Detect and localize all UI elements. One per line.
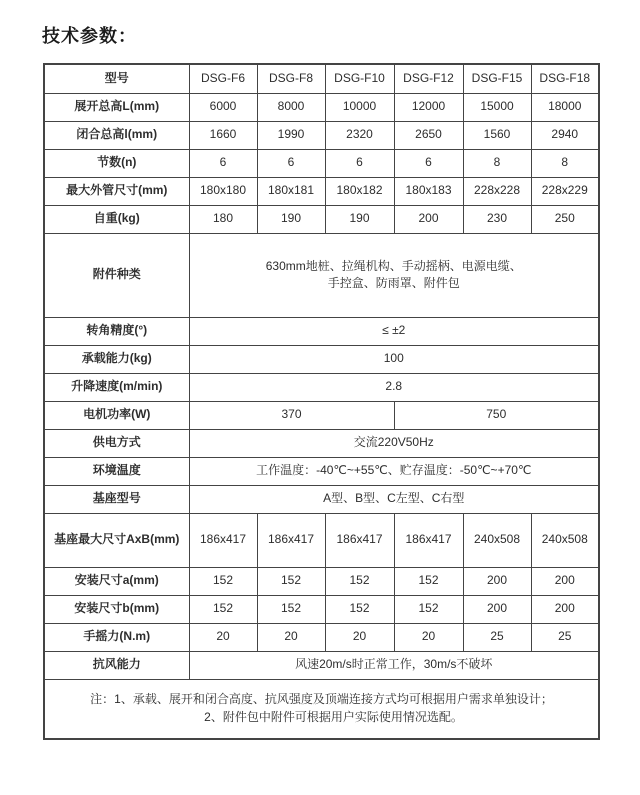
row-label-model: 型号 (44, 64, 189, 93)
row-label: 闭合总高l(mm) (44, 121, 189, 149)
row-label: 手摇力(N.m) (44, 623, 189, 651)
cell-value: 180x183 (394, 177, 463, 205)
cell-value: 180x181 (257, 177, 325, 205)
row-label: 安装尺寸b(mm) (44, 595, 189, 623)
cell-value: 180x182 (325, 177, 394, 205)
cell-value-span: 2.8 (189, 373, 599, 401)
cell-value: 200 (394, 205, 463, 233)
cell-value: 190 (325, 205, 394, 233)
spec-row (44, 485, 599, 513)
spec-row (44, 345, 599, 373)
spec-row (44, 177, 599, 205)
spec-row (44, 651, 599, 679)
cell-value: 152 (325, 595, 394, 623)
cell-value: 6 (394, 149, 463, 177)
cell-value: 228x229 (531, 177, 599, 205)
cell-value-span: A型、B型、C左型、C右型 (189, 485, 599, 513)
cell-value-span: ≤ ±2 (189, 317, 599, 345)
cell-value: 200 (531, 567, 599, 595)
cell-value: 152 (257, 567, 325, 595)
cell-value: 25 (531, 623, 599, 651)
spec-row (44, 373, 599, 401)
spec-row (44, 429, 599, 457)
cell-value: 186x417 (257, 513, 325, 567)
model-name: DSG-F15 (463, 64, 531, 93)
cell-value-half: 750 (394, 401, 599, 429)
cell-value: 8 (531, 149, 599, 177)
cell-value-span: 工作温度：-40℃~+55℃、贮存温度：-50℃~+70℃ (189, 457, 599, 485)
cell-value: 20 (325, 623, 394, 651)
cell-value: 6 (257, 149, 325, 177)
cell-value: 2940 (531, 121, 599, 149)
cell-value: 190 (257, 205, 325, 233)
note-line-1: 注：1、承载、展开和闭合高度、抗风强度及顶端连接方式均可根据用户需求单独设计； (90, 692, 553, 707)
spec-row (44, 623, 599, 651)
cell-value: 2650 (394, 121, 463, 149)
spec-row (44, 567, 599, 595)
cell-value: 2320 (325, 121, 394, 149)
cell-value-span: 风速20m/s时正常工作，30m/s不破坏 (189, 651, 599, 679)
row-label: 节数(n) (44, 149, 189, 177)
row-label: 升降速度(m/min) (44, 373, 189, 401)
spec-row (44, 401, 599, 429)
cell-value: 20 (394, 623, 463, 651)
model-name: DSG-F10 (325, 64, 394, 93)
cell-value: 6000 (189, 93, 257, 121)
row-label: 基座型号 (44, 485, 189, 513)
cell-value: 186x417 (325, 513, 394, 567)
model-name: DSG-F6 (189, 64, 257, 93)
row-label: 附件种类 (44, 233, 189, 317)
spec-row (44, 149, 599, 177)
row-label: 电机功率(W) (44, 401, 189, 429)
cell-value: 200 (531, 595, 599, 623)
cell-value: 8000 (257, 93, 325, 121)
cell-value: 1660 (189, 121, 257, 149)
cell-value: 8 (463, 149, 531, 177)
row-label: 安装尺寸a(mm) (44, 567, 189, 595)
spec-row (44, 595, 599, 623)
cell-value: 152 (325, 567, 394, 595)
spec-row (44, 317, 599, 345)
row-label: 转角精度(°) (44, 317, 189, 345)
cell-value-span: 100 (189, 345, 599, 373)
spec-row (44, 93, 599, 121)
cell-value: 240x508 (531, 513, 599, 567)
cell-value: 6 (189, 149, 257, 177)
cell-value: 186x417 (394, 513, 463, 567)
spec-row (44, 457, 599, 485)
cell-value: 180 (189, 205, 257, 233)
spec-row (44, 121, 599, 149)
cell-value: 240x508 (463, 513, 531, 567)
cell-value: 152 (394, 567, 463, 595)
row-label: 最大外管尺寸(mm) (44, 177, 189, 205)
row-label: 抗风能力 (44, 651, 189, 679)
page-title: 技术参数： (42, 26, 137, 46)
cell-value: 200 (463, 567, 531, 595)
note-row (44, 679, 599, 739)
cell-value-span: 630mm地桩、拉绳机构、手动摇柄、电源电缆、 手控盒、防雨罩、附件包 (189, 233, 599, 317)
spec-row (44, 513, 599, 567)
cell-value: 152 (189, 595, 257, 623)
cell-value: 228x228 (463, 177, 531, 205)
row-label: 供电方式 (44, 429, 189, 457)
cell-value: 20 (189, 623, 257, 651)
cell-value: 25 (463, 623, 531, 651)
row-label: 环境温度 (44, 457, 189, 485)
row-label: 承载能力(kg) (44, 345, 189, 373)
model-name: DSG-F8 (257, 64, 325, 93)
cell-value: 18000 (531, 93, 599, 121)
cell-value: 200 (463, 595, 531, 623)
cell-value: 180x180 (189, 177, 257, 205)
cell-value-half: 370 (189, 401, 394, 429)
header-row (44, 64, 599, 93)
cell-value: 152 (394, 595, 463, 623)
spec-row (44, 205, 599, 233)
cell-value: 10000 (325, 93, 394, 121)
cell-value: 15000 (463, 93, 531, 121)
cell-value: 20 (257, 623, 325, 651)
row-label: 自重(kg) (44, 205, 189, 233)
cell-value: 6 (325, 149, 394, 177)
cell-value: 152 (189, 567, 257, 595)
cell-value: 1560 (463, 121, 531, 149)
cell-value-span: 交流220V50Hz (189, 429, 599, 457)
cell-value: 250 (531, 205, 599, 233)
spec-table (43, 63, 600, 740)
cell-value: 152 (257, 595, 325, 623)
cell-value: 1990 (257, 121, 325, 149)
note-cell (44, 679, 599, 739)
model-name: DSG-F12 (394, 64, 463, 93)
cell-value: 12000 (394, 93, 463, 121)
cell-value: 186x417 (189, 513, 257, 567)
cell-value: 230 (463, 205, 531, 233)
spec-row (44, 233, 599, 317)
note-line-2: 2、附件包中附件可根据用户实际使用情况选配。 (204, 709, 463, 724)
model-name: DSG-F18 (531, 64, 599, 93)
row-label: 展开总高L(mm) (44, 93, 189, 121)
row-label: 基座最大尺寸AxB(mm) (44, 513, 189, 567)
